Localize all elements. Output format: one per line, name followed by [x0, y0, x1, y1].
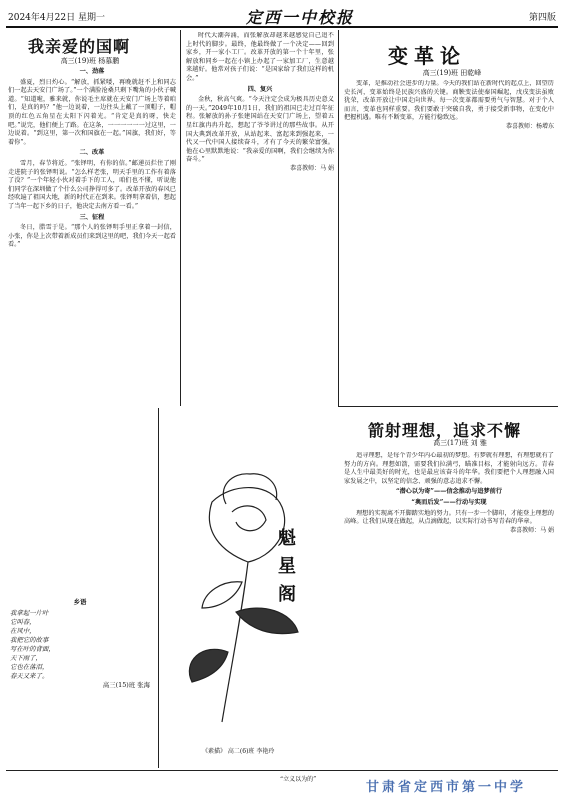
poem-author: 高三(15)班 张海 [102, 681, 150, 689]
article-title: 箭射理想，追求不懈 [368, 421, 522, 440]
poem [10, 596, 150, 690]
poem-line: 它叫春， [10, 618, 36, 626]
artwork-caption: 阁 [278, 584, 296, 605]
artwork-caption: 魁 [278, 528, 296, 549]
paragraph: 金秋，秋高气爽。“今天注定会成为极具历史意义的一天。”2049年10月1日，我们的祖国已走过百年征程。张解放的孙子张建国站在天安门广场上，望着五星红旗冉冉升起，想起了爷爷讲过的那些故事。从开国大典到改革开放，从站起来、富起来到强起来，一代又一代中国人接续奋斗，才有了今天的繁荣富强。他在心里默默地说：“我亲爱的国啊，我们会继续为你奋斗。” [186, 96, 334, 164]
footer-motto: “立义以为的” [280, 776, 317, 783]
paragraph: 冬日，腊雪于是。“那个人的张铎明手里正拿着一封信，小张，你是上次带着新成员们来到这里的吧，我们今天一起看看。” [8, 224, 176, 249]
paragraph: 时代大潮奔涌，而张解放却越来越感觉自己追不上时代的脚步。最终，他最终做了一个决定——回到家乡，开一家小工厂。改革开放的第一个十年里，张解放和同乡一起在小镇上办起了一家加工厂，生意越来越好。他常对孩子们说：“是国家给了我们这样的机会。” [186, 32, 334, 82]
article-body [344, 452, 554, 768]
page-number: 第四版 [528, 13, 556, 23]
artwork-credit: 《素描》 高二(6)班 李艳玲 [202, 748, 275, 755]
paragraph: 雪月，春节将近。“张铎明，有你的信。”邮递员拦住了刚走进院子的张铎明说。“怎么样老张，明天手里的工作有着落了没？”一个年轻小伙对着手下的工人，咱们也不懂，听说他们同学在深圳做了个什么公司挣得可多了。改革开放的春风已经吹遍了祖国大地，新的时代正在到来。张铎明拿着信，想起了当年一起下乡的日子，他决定去南方看一看。” [8, 159, 176, 210]
article-byline: 高三(19)班 田乾峰 [422, 69, 482, 77]
article-title: 变革论 [388, 44, 466, 68]
editor-credit: 恭喜教师：杨增东 [505, 122, 554, 130]
section-heading: “潜心以为寄”——信念推动与追梦前行 [395, 488, 503, 496]
section-divider [338, 406, 558, 407]
flower-sketch-image [162, 412, 334, 758]
poem-title: 乡语 [73, 598, 87, 606]
paragraph: 变革，是推动社会进步的力量。今天的我们站在新时代的起点上，回望历史长河，变革始终是民族兴盛的关键。商鞅变法使秦国崛起，戊戌变法虽败犹荣，改革开放让中国走向世界。每一次变革都需要勇气与智慧。对于个人而言，变革也同样重要。我们要敢于突破自我，勇于接受新事物，在变化中把握机遇。唯有不断变革，方能行稳致远。 [344, 80, 554, 122]
poem-line: 春天又来了。 [10, 672, 49, 680]
artwork-caption: 星 [278, 556, 296, 577]
editor-credit: 恭喜教师：马 娟 [510, 526, 554, 534]
poem-line: 在风中， [10, 627, 36, 635]
section-heading: 一、劲落 [79, 68, 105, 75]
article-byline: 高三(17)班 刘 雅 [433, 439, 487, 447]
article-byline: 高三(19)班 杨慕鹏 [60, 57, 120, 65]
paragraph: 追寻理想，是每个青少年内心最初的梦想。有梦就有理想，有理想就有了努力的方向。理想如箭，需要我们拉满弓，瞄准目标，才能射向远方。青春是人生中最美好的时光，也是最应该奋斗的年华。我们要把个人理想融入国家发展之中，以坚定的信念、顽强的意志追求不懈。 [344, 452, 554, 485]
section-heading: 二、改革 [79, 149, 105, 157]
section-heading: 四、复兴 [247, 85, 273, 93]
column-divider [180, 30, 181, 406]
poem-line: 它也在落泪， [10, 663, 49, 671]
newspaper-title: 定西一中校报 [246, 8, 355, 27]
section-heading: 三、征程 [79, 213, 105, 221]
paragraph: 盛夏，烈日灼心。“解放，抓紧喽，再晚就赶不上和同志们一起去天安门广场了。”一个满脸沧桑只剩下嘴角的小伙子喊道。“知道啦，雅来就，你说毛主席就在天安门广场上等着咱们，是真的吗？”他一边说着，一边往头上戴了一顶帽子，帽顶的红色五角星在太阳下闪着光。“肯定是真的呀，快走吧。”说完，他们便上了路。在这条，一一一一一一过这里，一边说着。“到这里，第一次和国旗在一起。”国旗，我们好，等着你”。 [8, 78, 176, 146]
editor-credit: 恭喜教师：马 娟 [290, 164, 334, 172]
masthead [6, 4, 558, 28]
poem-line: 写在叶的背面， [10, 645, 55, 653]
column-divider [338, 30, 339, 406]
article-body [344, 80, 554, 400]
section-heading: “奥而后发”——行动与实现 [411, 498, 487, 506]
school-watermark: 甘肃省定西市第一中学 [366, 780, 527, 795]
paragraph: 理想的实现离不开脚踏实地的努力。只有一步一个脚印，才能登上理想的高峰。让我们从现在做起，从点滴做起，以实际行动书写青春的华章。 [344, 509, 554, 526]
poem-line: 我把它的故事 [10, 636, 49, 644]
poem-line: 天下雨了， [10, 654, 42, 662]
sketch-artwork [162, 412, 334, 758]
footer-divider [6, 770, 558, 771]
article-body-continued [186, 32, 334, 406]
article-title: 我亲爱的国啊 [28, 37, 131, 56]
issue-date: 2024年4月22日 星期一 [8, 13, 105, 23]
poem-line: 我拿起一片叶 [10, 609, 49, 617]
